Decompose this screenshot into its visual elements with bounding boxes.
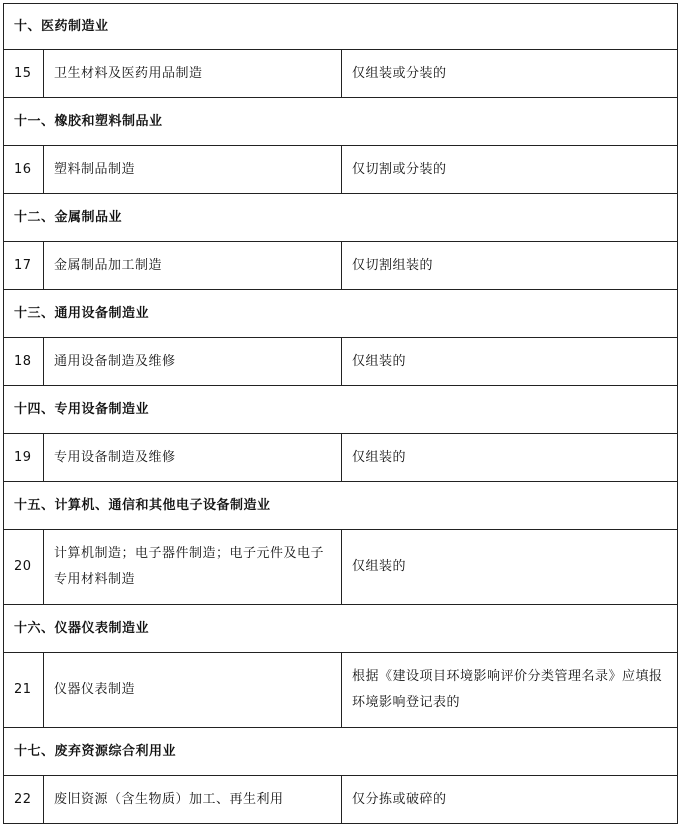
item-name: 金属制品加工制造 [44,242,342,290]
table-row [4,50,678,98]
category-row [4,386,678,434]
item-condition: 仅组装的 [342,434,678,482]
item-number: 22 [4,776,44,824]
table-row [4,434,678,482]
industry-catalog-table [3,3,678,824]
category-row [4,290,678,338]
item-name: 卫生材料及医药用品制造 [44,50,342,98]
category-row [4,4,678,50]
category-heading: 十二、金属制品业 [4,194,678,242]
category-row [4,482,678,530]
category-row [4,98,678,146]
item-name: 废旧资源（含生物质）加工、再生利用 [44,776,342,824]
item-condition: 仅组装或分装的 [342,50,678,98]
category-heading: 十三、通用设备制造业 [4,290,678,338]
item-name: 仪器仪表制造 [44,653,342,728]
category-heading: 十一、橡胶和塑料制品业 [4,98,678,146]
item-condition: 根据《建设项目环境影响评价分类管理名录》应填报环境影响登记表的 [342,653,678,728]
item-name: 通用设备制造及维修 [44,338,342,386]
category-heading: 十四、专用设备制造业 [4,386,678,434]
item-number: 15 [4,50,44,98]
item-name: 塑料制品制造 [44,146,342,194]
item-number: 20 [4,530,44,605]
item-name: 专用设备制造及维修 [44,434,342,482]
table-row [4,242,678,290]
item-number: 18 [4,338,44,386]
category-heading: 十五、计算机、通信和其他电子设备制造业 [4,482,678,530]
item-condition: 仅切割组装的 [342,242,678,290]
item-name: 计算机制造；电子器件制造；电子元件及电子专用材料制造 [44,530,342,605]
category-heading: 十六、仪器仪表制造业 [4,605,678,653]
category-heading: 十七、废弃资源综合利用业 [4,728,678,776]
item-number: 17 [4,242,44,290]
item-condition: 仅组装的 [342,338,678,386]
table-row [4,338,678,386]
table-row [4,653,678,728]
item-number: 16 [4,146,44,194]
item-condition: 仅切割或分装的 [342,146,678,194]
table-row [4,146,678,194]
item-number: 21 [4,653,44,728]
item-condition: 仅组装的 [342,530,678,605]
table-row [4,530,678,605]
item-number: 19 [4,434,44,482]
category-row [4,194,678,242]
item-condition: 仅分拣或破碎的 [342,776,678,824]
table-row [4,776,678,824]
category-row [4,605,678,653]
category-row [4,728,678,776]
category-heading: 十、医药制造业 [4,4,678,50]
